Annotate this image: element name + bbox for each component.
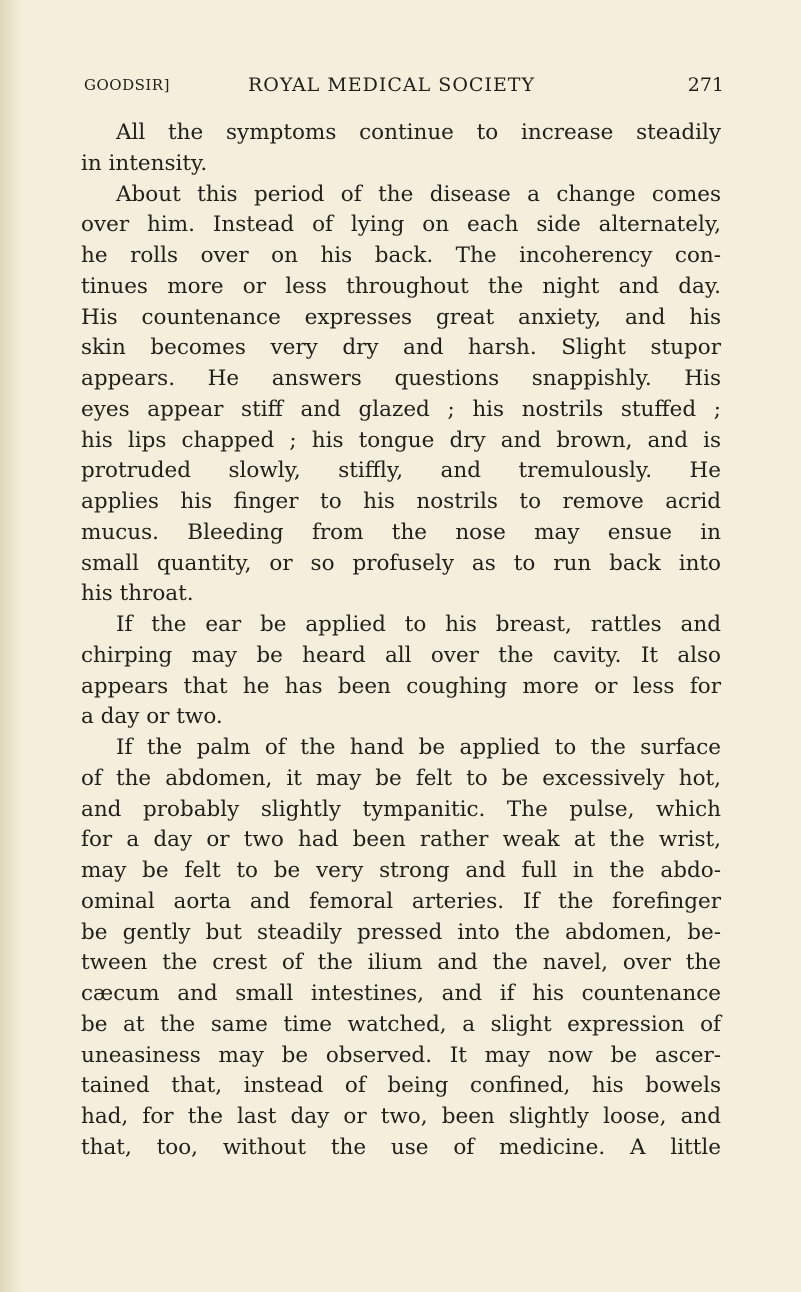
text-line: If the ear be applied to his breast, rattles and xyxy=(116,612,721,637)
text-line: his throat. xyxy=(81,581,194,607)
text-line: protruded slowly, stiffly, and tremulously. He xyxy=(81,458,721,484)
text-line: eyes appear stiff and glazed ; his nostrils stuffed ; xyxy=(81,396,721,422)
text-line: appears that he has been coughing more or less for xyxy=(81,673,721,699)
text-line: that, too, without the use of medicine. A little xyxy=(81,1134,721,1160)
text-line: ominal aorta and femoral arteries. If the forefinger xyxy=(81,888,721,914)
text-line: tinues more or less throughout the night and day. xyxy=(81,273,721,299)
text-line: All the symptoms continue to increase steadily xyxy=(116,120,721,145)
text-line: in intensity. xyxy=(81,150,208,176)
text-line: chirping may be heard all over the cavity. It also xyxy=(81,642,721,668)
text-line: uneasiness may be observed. It may now be ascer- xyxy=(81,1042,721,1068)
text-line: over him. Instead of lying on each side alternately, xyxy=(81,212,721,238)
text-line: he rolls over on his back. The incoherency con- xyxy=(81,243,721,268)
text-line: be gently but steadily pressed into the abdomen, be- xyxy=(81,919,721,945)
text-line: be at the same time watched, a slight expression of xyxy=(81,1011,721,1037)
page-number: 271 xyxy=(687,74,724,96)
text-line: and probably slightly tympanitic. The pulse, which xyxy=(81,796,721,822)
text-line: If the palm of the hand be applied to the surface xyxy=(116,735,721,760)
text-line: for a day or two had been rather weak at the wrist, xyxy=(81,827,721,853)
text-line: skin becomes very dry and harsh. Slight stupor xyxy=(81,335,721,361)
page-body xyxy=(81,118,721,1164)
text-line: of the abdomen, it may be felt to be excessively hot, xyxy=(81,765,721,791)
text-line: cæcum and small intestines, and if his countenance xyxy=(81,981,721,1006)
text-line: had, for the last day or two, been slightly loose, and xyxy=(81,1104,721,1129)
running-header xyxy=(84,74,724,100)
text-line: may be felt to be very strong and full in the abdo- xyxy=(81,858,721,883)
header-title: ROYAL MEDICAL SOCIETY xyxy=(248,74,536,96)
text-line: About this period of the disease a change comes xyxy=(116,181,721,207)
text-line: his lips chapped ; his tongue dry and brown, and is xyxy=(81,427,721,453)
header-author: GOODSIR] xyxy=(84,76,170,94)
text-line: mucus. Bleeding from the nose may ensue in xyxy=(81,519,721,545)
text-line: tained that, instead of being confined, his bowels xyxy=(81,1073,721,1099)
text-line: small quantity, or so profusely as to run back into xyxy=(81,550,721,576)
text-line: a day or two. xyxy=(81,704,223,730)
text-line: applies his finger to his nostrils to remove acrid xyxy=(81,489,721,514)
text-line: His countenance expresses great anxiety, and his xyxy=(81,304,721,330)
text-line: appears. He answers questions snappishly. His xyxy=(81,366,721,391)
text-line: tween the crest of the ilium and the navel, over the xyxy=(81,950,721,976)
